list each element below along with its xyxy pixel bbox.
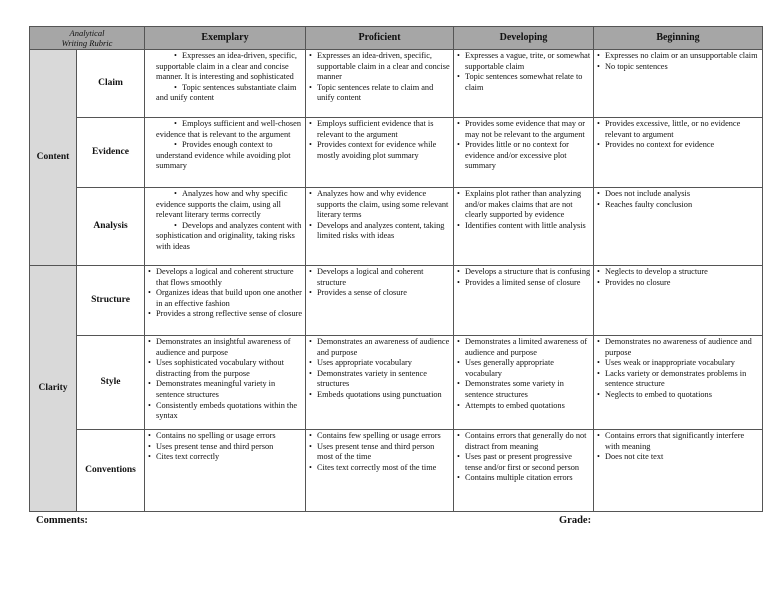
descriptor-list	[308, 337, 451, 401]
corner-line-1: Analytical	[69, 28, 105, 38]
rubric-cell	[454, 430, 594, 512]
section-label-content: Content	[30, 50, 77, 266]
descriptor-list	[147, 189, 303, 253]
descriptor-item: • No topic sentences	[596, 62, 760, 73]
rubric-cell	[454, 336, 594, 430]
criterion-label: Conventions	[77, 430, 145, 512]
descriptor-item: • Provides context for evidence while mostly avoiding plot summary	[308, 140, 451, 161]
descriptor-list	[456, 267, 591, 288]
rubric-cell	[594, 336, 763, 430]
descriptor-item: • Attempts to embed quotations	[456, 401, 591, 412]
descriptor-item: • Demonstrates an awareness of audience and purpose	[308, 337, 451, 358]
rubric-cell	[594, 430, 763, 512]
grade-label: Grade:	[559, 515, 592, 526]
descriptor-item: • Contains multiple citation errors	[456, 473, 591, 484]
descriptor-item: • Provides enough context to understand evidence while avoiding plot summary	[147, 140, 303, 172]
descriptor-item: • Explains plot rather than analyzing and/or makes claims that are not clearly supported by evidence	[456, 189, 591, 221]
rubric-cell	[145, 430, 306, 512]
descriptor-item: • Provides excessive, little, or no evidence relevant to argument	[596, 119, 760, 140]
descriptor-list	[596, 51, 760, 72]
rubric-cell	[306, 50, 454, 118]
table-row	[30, 188, 763, 266]
descriptor-item: • Expresses an idea-driven, specific, supportable claim in a clear and concise manner	[308, 51, 451, 83]
criterion-label: Claim	[77, 50, 145, 118]
rubric-cell	[594, 188, 763, 266]
descriptor-list	[456, 189, 591, 231]
rubric-cell	[306, 336, 454, 430]
descriptor-item: • Demonstrates an insightful awareness of audience and purpose	[147, 337, 303, 358]
descriptor-item: • Contains no spelling or usage errors	[147, 431, 303, 442]
descriptor-item: • Uses weak or inappropriate vocabulary	[596, 358, 760, 369]
descriptor-list	[596, 337, 760, 401]
descriptor-list	[596, 431, 760, 463]
descriptor-item: • Expresses a vague, trite, or somewhat supportable claim	[456, 51, 591, 72]
rubric-cell	[145, 188, 306, 266]
descriptor-item: • Cites text correctly	[147, 452, 303, 463]
level-header-proficient: Proficient	[306, 27, 454, 50]
descriptor-list	[147, 431, 303, 463]
descriptor-list	[308, 189, 451, 242]
descriptor-list	[147, 267, 303, 320]
descriptor-list	[596, 189, 760, 210]
descriptor-list	[456, 337, 591, 411]
descriptor-list	[596, 267, 760, 288]
descriptor-item: • Topic sentences relate to claim and unify content	[308, 83, 451, 104]
criterion-label: Style	[77, 336, 145, 430]
descriptor-list	[456, 431, 591, 484]
rubric-cell	[454, 266, 594, 336]
descriptor-item: • Provides a strong reflective sense of closure	[147, 309, 303, 320]
descriptor-list	[308, 119, 451, 161]
descriptor-item: • Topic sentences substantiate claim and unify content	[147, 83, 303, 104]
criterion-label: Structure	[77, 266, 145, 336]
rubric-corner-title	[30, 27, 145, 50]
descriptor-item: • Provides a sense of closure	[308, 288, 451, 299]
level-header-beginning: Beginning	[594, 27, 763, 50]
descriptor-item: • Neglects to develop a structure	[596, 267, 760, 278]
header-row	[30, 27, 763, 50]
comments-label: Comments:	[36, 515, 88, 526]
rubric-cell	[594, 266, 763, 336]
rubric-cell	[306, 188, 454, 266]
descriptor-item: • Analyzes how and why specific evidence supports the claim, using all relevant literary terms correctly	[147, 189, 303, 221]
rubric-cell	[145, 118, 306, 188]
table-row	[30, 266, 763, 336]
descriptor-item: • Contains errors that significantly interfere with meaning	[596, 431, 760, 452]
descriptor-item: • Provides some evidence that may or may not be relevant to the argument	[456, 119, 591, 140]
descriptor-list	[147, 119, 303, 172]
level-header-exemplary: Exemplary	[145, 27, 306, 50]
level-header-developing: Developing	[454, 27, 594, 50]
descriptor-list	[456, 119, 591, 172]
descriptor-item: • Develops a structure that is confusing	[456, 267, 591, 278]
descriptor-item: • Demonstrates some variety in sentence structures	[456, 379, 591, 400]
rubric-cell	[306, 430, 454, 512]
descriptor-item: • Demonstrates no awareness of audience and purpose	[596, 337, 760, 358]
descriptor-item: • Develops and analyzes content with sophistication and originality, taking risks with ideas	[147, 221, 303, 253]
descriptor-item: • Develops and analyzes content, taking limited risks with ideas	[308, 221, 451, 242]
descriptor-list	[308, 51, 451, 104]
rubric-cell	[594, 118, 763, 188]
rubric-cell	[454, 118, 594, 188]
descriptor-item: • Uses generally appropriate vocabulary	[456, 358, 591, 379]
descriptor-item: • Topic sentences somewhat relate to claim	[456, 72, 591, 93]
descriptor-item: • Analyzes how and why evidence supports the claim, using some relevant literary terms	[308, 189, 451, 221]
descriptor-item: • Uses past or present progressive tense and/or first or second person	[456, 452, 591, 473]
descriptor-item: • Lacks variety or demonstrates problems in sentence structure	[596, 369, 760, 390]
rubric-cell	[454, 50, 594, 118]
rubric-cell	[306, 118, 454, 188]
descriptor-item: • Employs sufficient evidence that is relevant to the argument	[308, 119, 451, 140]
descriptor-item: • Consistently embeds quotations within the syntax	[147, 401, 303, 422]
descriptor-item: • Provides no context for evidence	[596, 140, 760, 151]
descriptor-item: • Uses present tense and third person most of the time	[308, 442, 451, 463]
descriptor-item: • Embeds quotations using punctuation	[308, 390, 451, 401]
table-row	[30, 430, 763, 512]
descriptor-item: • Provides little or no context for evidence and/or excessive plot summary	[456, 140, 591, 172]
rubric-cell	[145, 266, 306, 336]
descriptor-item: • Organizes ideas that build upon one another in an effective fashion	[147, 288, 303, 309]
descriptor-item: • Expresses no claim or an unsupportable claim	[596, 51, 760, 62]
descriptor-item: • Uses present tense and third person	[147, 442, 303, 453]
descriptor-item: • Develops a logical and coherent structure	[308, 267, 451, 288]
criterion-label: Evidence	[77, 118, 145, 188]
rubric-cell	[145, 336, 306, 430]
descriptor-item: • Contains few spelling or usage errors	[308, 431, 451, 442]
descriptor-item: • Provides a limited sense of closure	[456, 278, 591, 289]
descriptor-item: • Provides no closure	[596, 278, 760, 289]
descriptor-list	[308, 267, 451, 299]
descriptor-item: • Demonstrates meaningful variety in sentence structures	[147, 379, 303, 400]
rubric-table	[29, 26, 763, 512]
descriptor-list	[308, 431, 451, 473]
descriptor-item: • Demonstrates variety in sentence structures	[308, 369, 451, 390]
descriptor-item: • Demonstrates a limited awareness of audience and purpose	[456, 337, 591, 358]
descriptor-item: • Identifies content with little analysis	[456, 221, 591, 232]
descriptor-item: • Uses appropriate vocabulary	[308, 358, 451, 369]
descriptor-item: • Neglects to embed to quotations	[596, 390, 760, 401]
descriptor-list	[596, 119, 760, 151]
table-row	[30, 336, 763, 430]
descriptor-item: • Reaches faulty conclusion	[596, 200, 760, 211]
descriptor-item: • Develops a logical and coherent structure that flows smoothly	[147, 267, 303, 288]
descriptor-item: • Cites text correctly most of the time	[308, 463, 451, 474]
rubric-cell	[594, 50, 763, 118]
section-label-clarity: Clarity	[30, 266, 77, 512]
descriptor-list	[456, 51, 591, 93]
corner-line-2: Writing Rubric	[61, 38, 113, 48]
descriptor-item: • Contains errors that generally do not distract from meaning	[456, 431, 591, 452]
table-row	[30, 118, 763, 188]
descriptor-item: • Does not include analysis	[596, 189, 760, 200]
criterion-label: Analysis	[77, 188, 145, 266]
descriptor-item: • Uses sophisticated vocabulary without distracting from the purpose	[147, 358, 303, 379]
descriptor-list	[147, 337, 303, 422]
rubric-cell	[145, 50, 306, 118]
descriptor-item: • Does not cite text	[596, 452, 760, 463]
rubric-cell	[454, 188, 594, 266]
descriptor-list	[147, 51, 303, 104]
descriptor-item: • Employs sufficient and well-chosen evidence that is relevant to the argument	[147, 119, 303, 140]
table-row	[30, 50, 763, 118]
descriptor-item: • Expresses an idea-driven, specific, supportable claim in a clear and concise manner. It is interesting and sophisticated	[147, 51, 303, 83]
rubric-cell	[306, 266, 454, 336]
